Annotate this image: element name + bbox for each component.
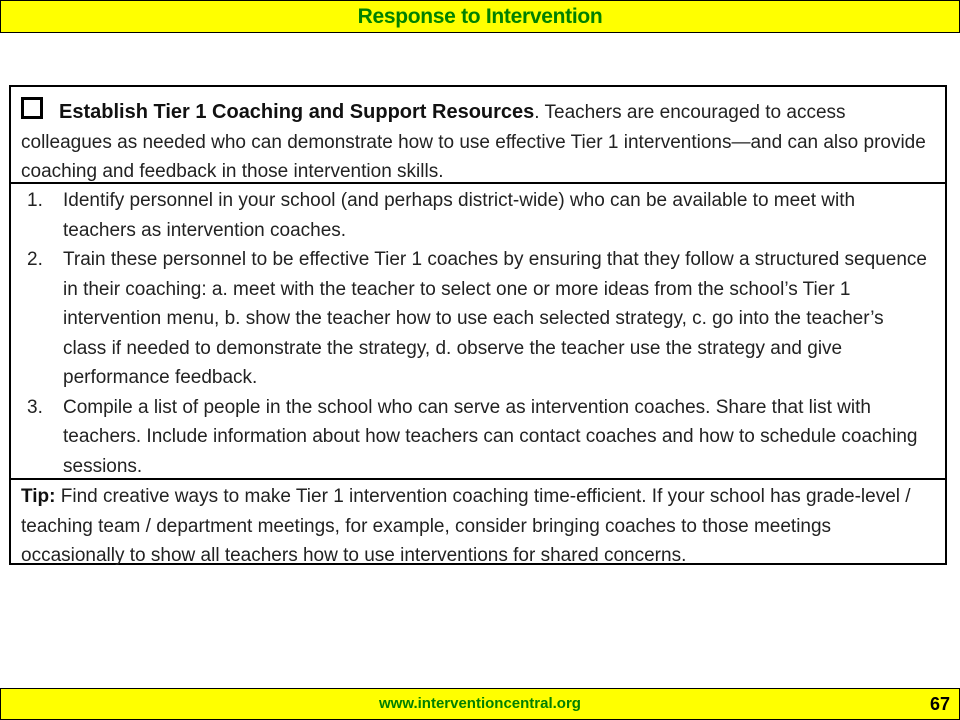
- tip-label: Tip:: [21, 486, 56, 507]
- step-number: 1.: [27, 190, 43, 211]
- coaching-card: [9, 85, 947, 565]
- tip-section: [11, 480, 945, 566]
- steps-section: [11, 184, 945, 480]
- website-link[interactable]: www.interventioncentral.org: [379, 695, 581, 712]
- step-number: 3.: [27, 396, 43, 418]
- card-intro: . Teachers are encouraged to access colleagues as needed who can demonstrate how to use effective Tier 1 interventions—and can also provide coaching and feedback in those intervention skills.: [21, 102, 926, 182]
- checkbox-icon[interactable]: [21, 97, 43, 119]
- step-text: Compile a list of people in the school who can serve as intervention coaches. Share that list with teachers. Include information about how teachers can contact coaches and how to schedule coaching sessions.: [63, 396, 918, 477]
- page-title: Response to Intervention: [357, 5, 603, 28]
- header-bar: [0, 0, 960, 33]
- step-text: Identify personnel in your school (and perhaps district-wide) who can be available to meet with teachers as intervention coaches.: [63, 190, 856, 241]
- page-number: 67: [929, 694, 950, 714]
- list-item: [21, 186, 929, 245]
- step-text: Train these personnel to be effective Tier 1 coaches by ensuring that they follow a structured sequence in their coaching: a. meet with the teacher to select one or more ideas from the school’s Tier 1 intervention menu, b. show the teacher how to use each selected strategy, c. go into the teacher’s class if needed to demonstrate the strategy, d. observe the teacher use the strategy and give performance feedback.: [63, 249, 927, 388]
- card-heading: Establish Tier 1 Coaching and Support Resources: [59, 101, 535, 123]
- step-number: 2.: [27, 249, 43, 270]
- list-item: [21, 393, 929, 482]
- list-item: [21, 245, 929, 393]
- tip-text: Find creative ways to make Tier 1 intervention coaching time-efficient. If your school has grade-level / teaching team / department meetings, for example, consider bringing coaches to those meetings occasionally to show all teachers how to use interventions for shared concerns.: [21, 486, 911, 566]
- footer-bar: [0, 688, 960, 720]
- steps-list: [21, 186, 929, 481]
- card-header-section: [11, 87, 945, 184]
